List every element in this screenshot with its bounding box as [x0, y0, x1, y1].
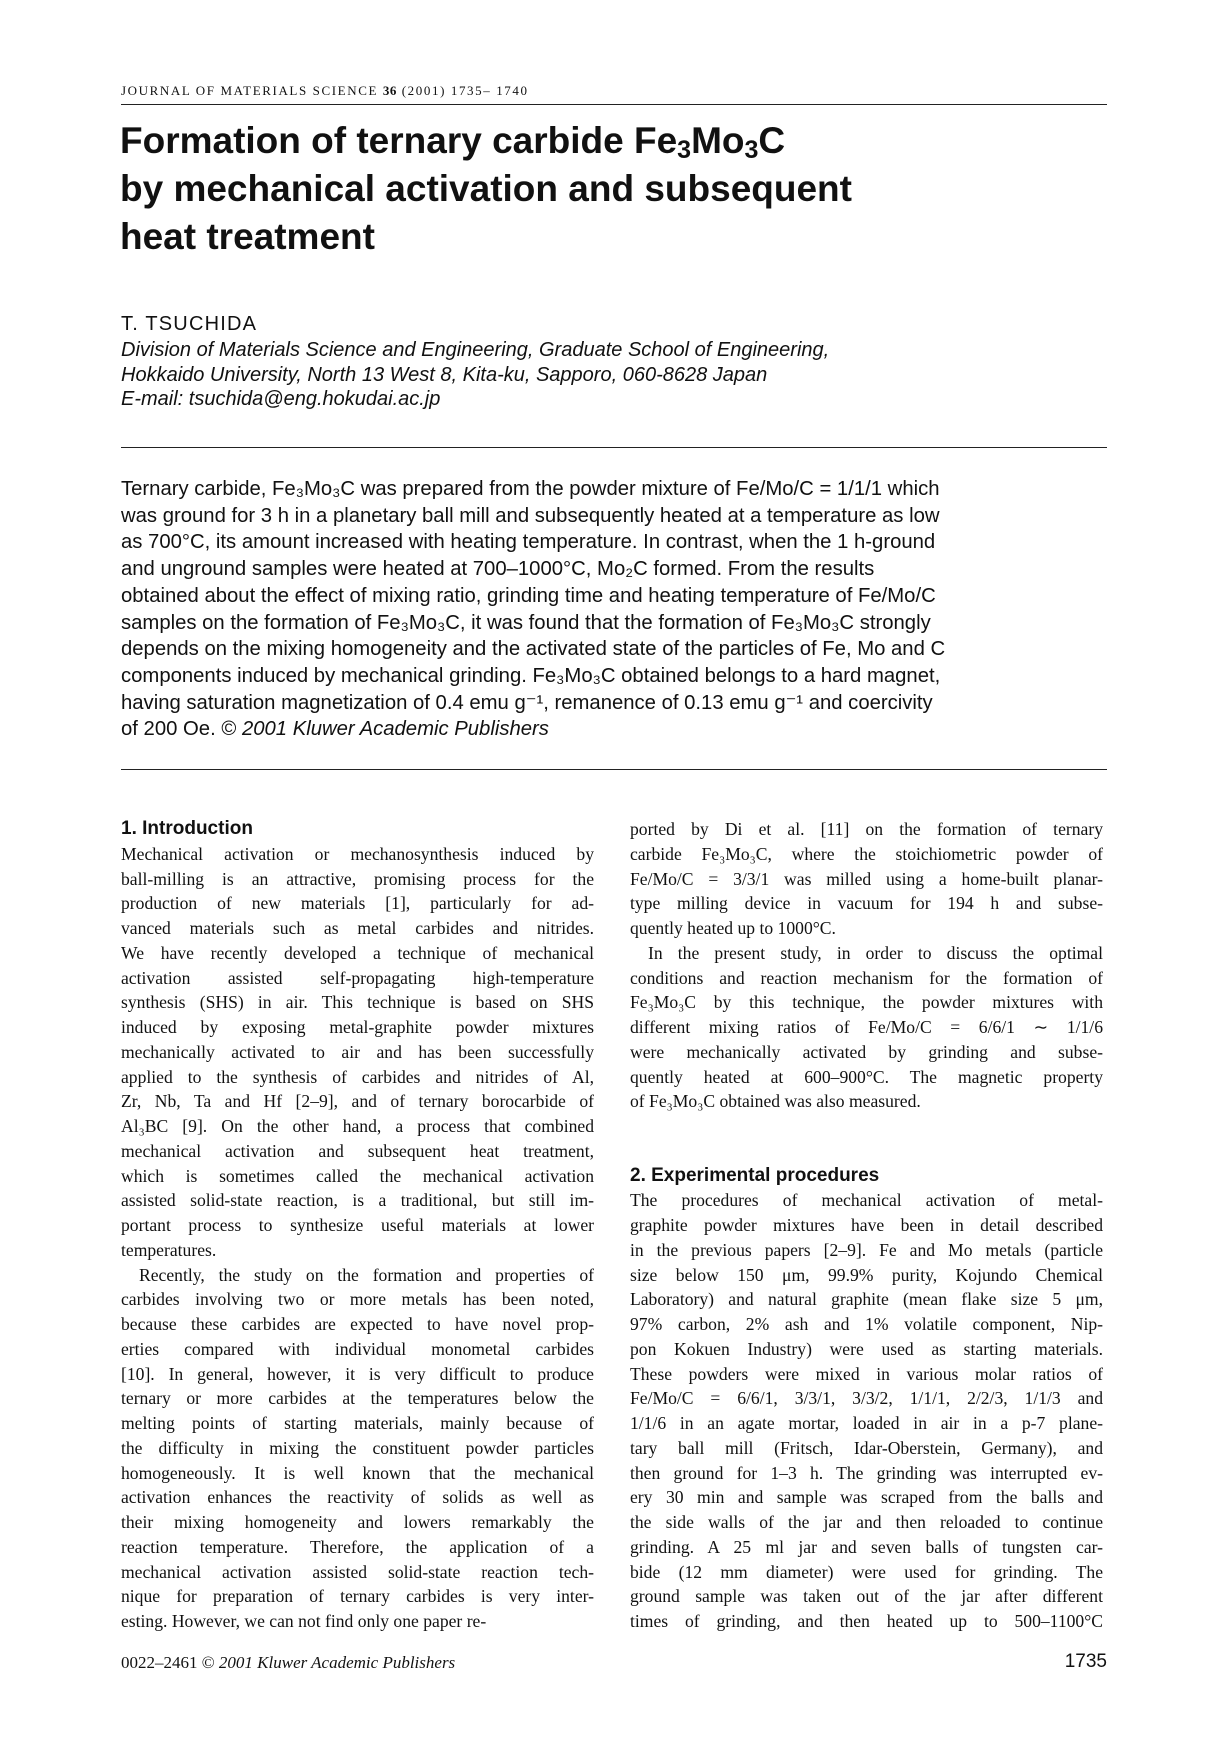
text-line: erties compared with individual monometal carbides [121, 1338, 594, 1359]
text-line: induced by exposing metal-graphite powder mixtures [121, 1017, 594, 1037]
text-line: The procedures of mechanical activation of metal- [630, 1190, 1103, 1211]
text-line: nique for preparation of ternary carbides is very inter- [121, 1586, 594, 1607]
page-number: 1735 [1064, 1651, 1107, 1672]
text-line: conditions and reaction mechanism for the formation of [630, 967, 1103, 988]
text-line: Fe/Mo/C = 3/3/1 was milled using a home-built planar- [630, 868, 1103, 889]
text-line: homogeneously. It is well known that the mechanical [121, 1462, 594, 1483]
running-head [121, 83, 1107, 99]
text-line: ground sample was taken out of the jar after different [630, 1586, 1103, 1607]
footer-issn: 0022–2461 © 2001 Kluwer Academic Publishers [121, 1653, 456, 1672]
article-title: Formation of ternary carbide $Fe_3Mo_3C$ by mechanical activation and subsequent heat treatment [120, 120, 852, 257]
text-line: because these carbides are expected to have novel prop- [121, 1314, 594, 1334]
text-line: which is sometimes called the mechanical activation [121, 1165, 594, 1186]
text-line: then ground for 1–3 h. The grinding was interrupted ev- [630, 1462, 1103, 1483]
text-line: esting. However, we can not find only one paper re- [121, 1611, 487, 1631]
text-line: In the present study, in order to discuss the optimal [648, 942, 1103, 963]
text-line: carbides involving two or more metals has been noted, [121, 1289, 594, 1310]
author-affiliation: Division of Materials Science and Engineering, Graduate School of Engineering, Hokkaido University, North 13 West 8, Kita-ku, Sapporo, 060-8628 Japan E-mail: tsuchida@eng.hokudai.ac.jp [121, 338, 1107, 412]
text-line: These powders were mixed in various molar ratios of [630, 1363, 1103, 1384]
text-line: ball-milling is an attractive, promising process for the [121, 868, 594, 889]
text-line: Mechanical activation or mechanosynthesis induced by [121, 843, 594, 864]
author-name: T. TSUCHIDA [121, 313, 258, 335]
text-line: quently heated at 600–900°C. The magnetic property [630, 1066, 1103, 1087]
abstract: Ternary carbide, Fe₃Mo₃C was prepared from the powder mixture of Fe/Mo/C = 1/1/1 which was ground for 3 h in a planetary ball mill and subsequently heated at a temperature as low as 700°C, its amount increased with heating temperature. In contrast, when the 1 h-ground and unground samples were heated at 700–1000°C, Mo₂C formed. From the results obtained about the effect of mixing ratio, grinding time and heating temperature of Fe/Mo/C samples on the formation of Fe₃Mo₃C, it was found that the formation of Fe₃Mo₃C strongly depends on the mixing homogeneity and the activated state of the particles of Fe, Mo and C components induced by mechanical grinding. Fe₃Mo₃C obtained belongs to a hard magnet, having saturation magnetization of 0.4 emu g⁻¹, remanence of 0.13 emu g⁻¹ and coercivity of 200 Oe. © 2001 Kluwer Academic Publishers [121, 478, 946, 741]
text-line: applied to the synthesis of carbides and nitrides of Al, [121, 1066, 594, 1087]
text-line: Fe/Mo/C = 6/6/1, 3/3/1, 3/3/2, 1/1/1, 2/2/3, 1/1/3 and [630, 1388, 1103, 1409]
text-line: ery 30 min and sample was scraped from the balls and [630, 1487, 1103, 1508]
text-line: 1/1/6 in an agate mortar, loaded in air in a p-7 plane- [630, 1413, 1103, 1433]
text-line: ternary or more carbides at the temperatures below the [121, 1388, 594, 1409]
text-line: size below 150 μm, 99.9% purity, Kojundo Chemical [630, 1264, 1103, 1285]
text-line: grinding. A 25 ml jar and seven balls of tungsten car- [630, 1536, 1103, 1557]
text-line: production of new materials [1], particularly for ad- [121, 893, 594, 914]
text-line: bide (12 mm diameter) were used for grinding. The [630, 1561, 1103, 1582]
abstract-bottom-rule [121, 769, 1107, 770]
text-line: activation assisted self-propagating high-temperature [121, 967, 594, 988]
text-line: 97% carbon, 2% ash and 1% volatile component, Nip- [630, 1314, 1103, 1334]
text-line: mechanical activation and subsequent heat treatment, [121, 1140, 594, 1161]
introduction-body-continued [630, 817, 1103, 1114]
text-line: Zr, Nb, Ta and Hf [2–9], and of ternary borocarbide of [121, 1091, 594, 1112]
text-line: [10]. In general, however, it is very difficult to produce [121, 1363, 594, 1384]
text-line: different mixing ratios of Fe/Mo/C = 6/6/1 ∼ 1/1/6 [630, 1017, 1103, 1037]
right-column [630, 817, 1103, 1634]
author-email[interactable]: E-mail: tsuchida@eng.hokudai.ac.jp [121, 388, 441, 410]
text-line: Fe₃Mo₃C by this technique, the powder mixtures with [630, 992, 1103, 1013]
text-line: pon Kokuen Industry) were used as starting materials. [630, 1338, 1103, 1359]
experimental-body [630, 1188, 1103, 1634]
text-line: tary ball mill (Fritsch, Idar-Oberstein, Germany), and [630, 1437, 1103, 1458]
section-heading-introduction: 1. Introduction [121, 818, 253, 839]
text-line: reaction temperature. Therefore, the application of a [121, 1536, 594, 1557]
introduction-body [121, 842, 594, 1634]
section-heading-experimental: 2. Experimental procedures [630, 1164, 880, 1186]
text-line: portant process to synthesize useful materials at lower [121, 1215, 594, 1235]
left-column [121, 817, 594, 1634]
text-line: graphite powder mixtures have been in detail described [630, 1215, 1103, 1235]
journal-volume: 36 [382, 83, 397, 98]
text-line: times of grinding, and then heated up to 500–1100°C [630, 1611, 1103, 1631]
text-line: the difficulty in mixing the constituent powder particles [121, 1437, 594, 1458]
text-line: Laboratory) and natural graphite (mean flake size 5 μm, [630, 1289, 1103, 1310]
text-line: temperatures. [121, 1239, 217, 1260]
header-rule [121, 104, 1107, 105]
text-line: ported by Di et al. [11] on the formation of ternary [630, 819, 1103, 839]
text-line: their mixing homogeneity and lowers remarkably the [121, 1512, 594, 1532]
text-line: type milling device in vacuum for 194 h and subse- [630, 893, 1103, 914]
text-line: melting points of starting materials, mainly because of [121, 1413, 594, 1433]
text-line: Recently, the study on the formation and properties of [139, 1264, 594, 1285]
text-line: mechanical activation assisted solid-state reaction tech- [121, 1561, 594, 1582]
journal-name: JOURNAL OF MATERIALS SCIENCE [121, 83, 379, 98]
text-line: activation enhances the reactivity of solids as well as [121, 1487, 594, 1508]
text-line: assisted solid-state reaction, is a traditional, but still im- [121, 1190, 594, 1211]
journal-year-pages: (2001) 1735– 1740 [401, 83, 529, 98]
text-line: in the previous papers [2–9]. Fe and Mo metals (particle [630, 1239, 1103, 1260]
copyright-notice: 2001 Kluwer Academic Publishers [241, 718, 549, 741]
text-line: synthesis (SHS) in air. This technique is based on SHS [121, 992, 594, 1013]
text-line: quently heated up to 1000°C. [630, 918, 836, 938]
text-line: were mechanically activated by grinding and subse- [630, 1041, 1103, 1062]
abstract-top-rule [121, 447, 1107, 448]
text-line: mechanically activated to air and has been successfully [121, 1041, 594, 1062]
text-line: We have recently developed a technique of mechanical [121, 942, 594, 963]
text-line: vanced materials such as metal carbides and nitrides. [121, 918, 594, 938]
text-line: the side walls of the jar and then reloaded to continue [630, 1512, 1103, 1532]
text-line: carbide Fe₃Mo₃C, where the stoichiometric powder of [630, 843, 1103, 864]
text-line: of Fe₃Mo₃C obtained was also measured. [630, 1091, 921, 1112]
text-line: Al₃BC [9]. On the other hand, a process that combined [121, 1116, 594, 1136]
